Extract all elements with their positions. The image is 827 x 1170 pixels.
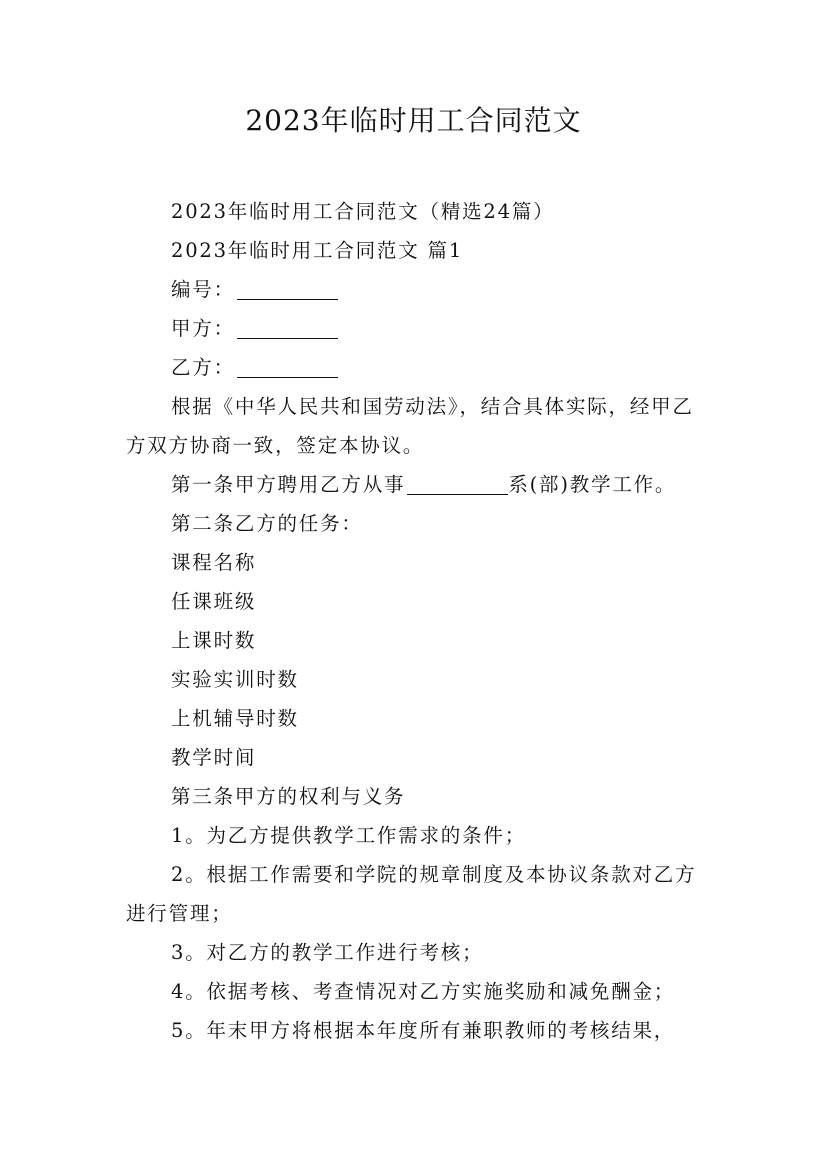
intro-paragraph: 根据《中华人民共和国劳动法》，结合具体实际，经甲乙方双方协商一致，签定本协议。	[126, 395, 694, 457]
article-1-suffix: 系(部)教学工作。	[508, 473, 677, 496]
party-a-field	[126, 309, 706, 348]
task-item: 教学时间	[171, 746, 257, 769]
article-1-prefix: 第一条甲方聘用乙方从事	[171, 473, 406, 496]
document-body	[126, 192, 706, 1050]
party-a-label: 甲方：	[171, 317, 235, 340]
section-heading: 2023年临时用工合同范文 篇1	[171, 239, 464, 262]
article-3-item: 5。年末甲方将根据本年度所有兼职教师的考核结果，	[171, 1019, 676, 1042]
task-item: 任课班级	[171, 590, 257, 613]
party-a-blank	[237, 316, 338, 339]
number-blank	[237, 277, 338, 300]
article-3-item: 4。依据考核、考查情况对乙方实施奖励和减免酬金；	[171, 980, 676, 1003]
article-3-item: 3。对乙方的教学工作进行考核；	[171, 941, 484, 964]
task-item: 上课时数	[171, 629, 257, 652]
document-title: 2023年临时用工合同范文	[245, 104, 582, 137]
article-1-blank	[407, 472, 508, 495]
party-b-field	[126, 348, 706, 387]
article-3: 第三条甲方的权利与义务	[171, 785, 406, 808]
article-3-item: 1。为乙方提供教学工作需求的条件；	[171, 824, 527, 847]
party-b-blank	[237, 355, 338, 378]
article-3-item: 2。根据工作需要和学院的规章制度及本协议条款对乙方进行管理；	[126, 863, 697, 925]
document-subtitle: 2023年临时用工合同范文（精选24篇）	[171, 200, 555, 223]
number-field	[126, 270, 706, 309]
task-item: 实验实训时数	[171, 668, 299, 691]
task-item: 上机辅导时数	[171, 707, 299, 730]
party-b-label: 乙方：	[171, 356, 235, 379]
article-1	[126, 465, 706, 504]
number-label: 编号：	[171, 278, 235, 301]
task-item: 课程名称	[171, 551, 257, 574]
article-2: 第二条乙方的任务：	[171, 512, 363, 535]
